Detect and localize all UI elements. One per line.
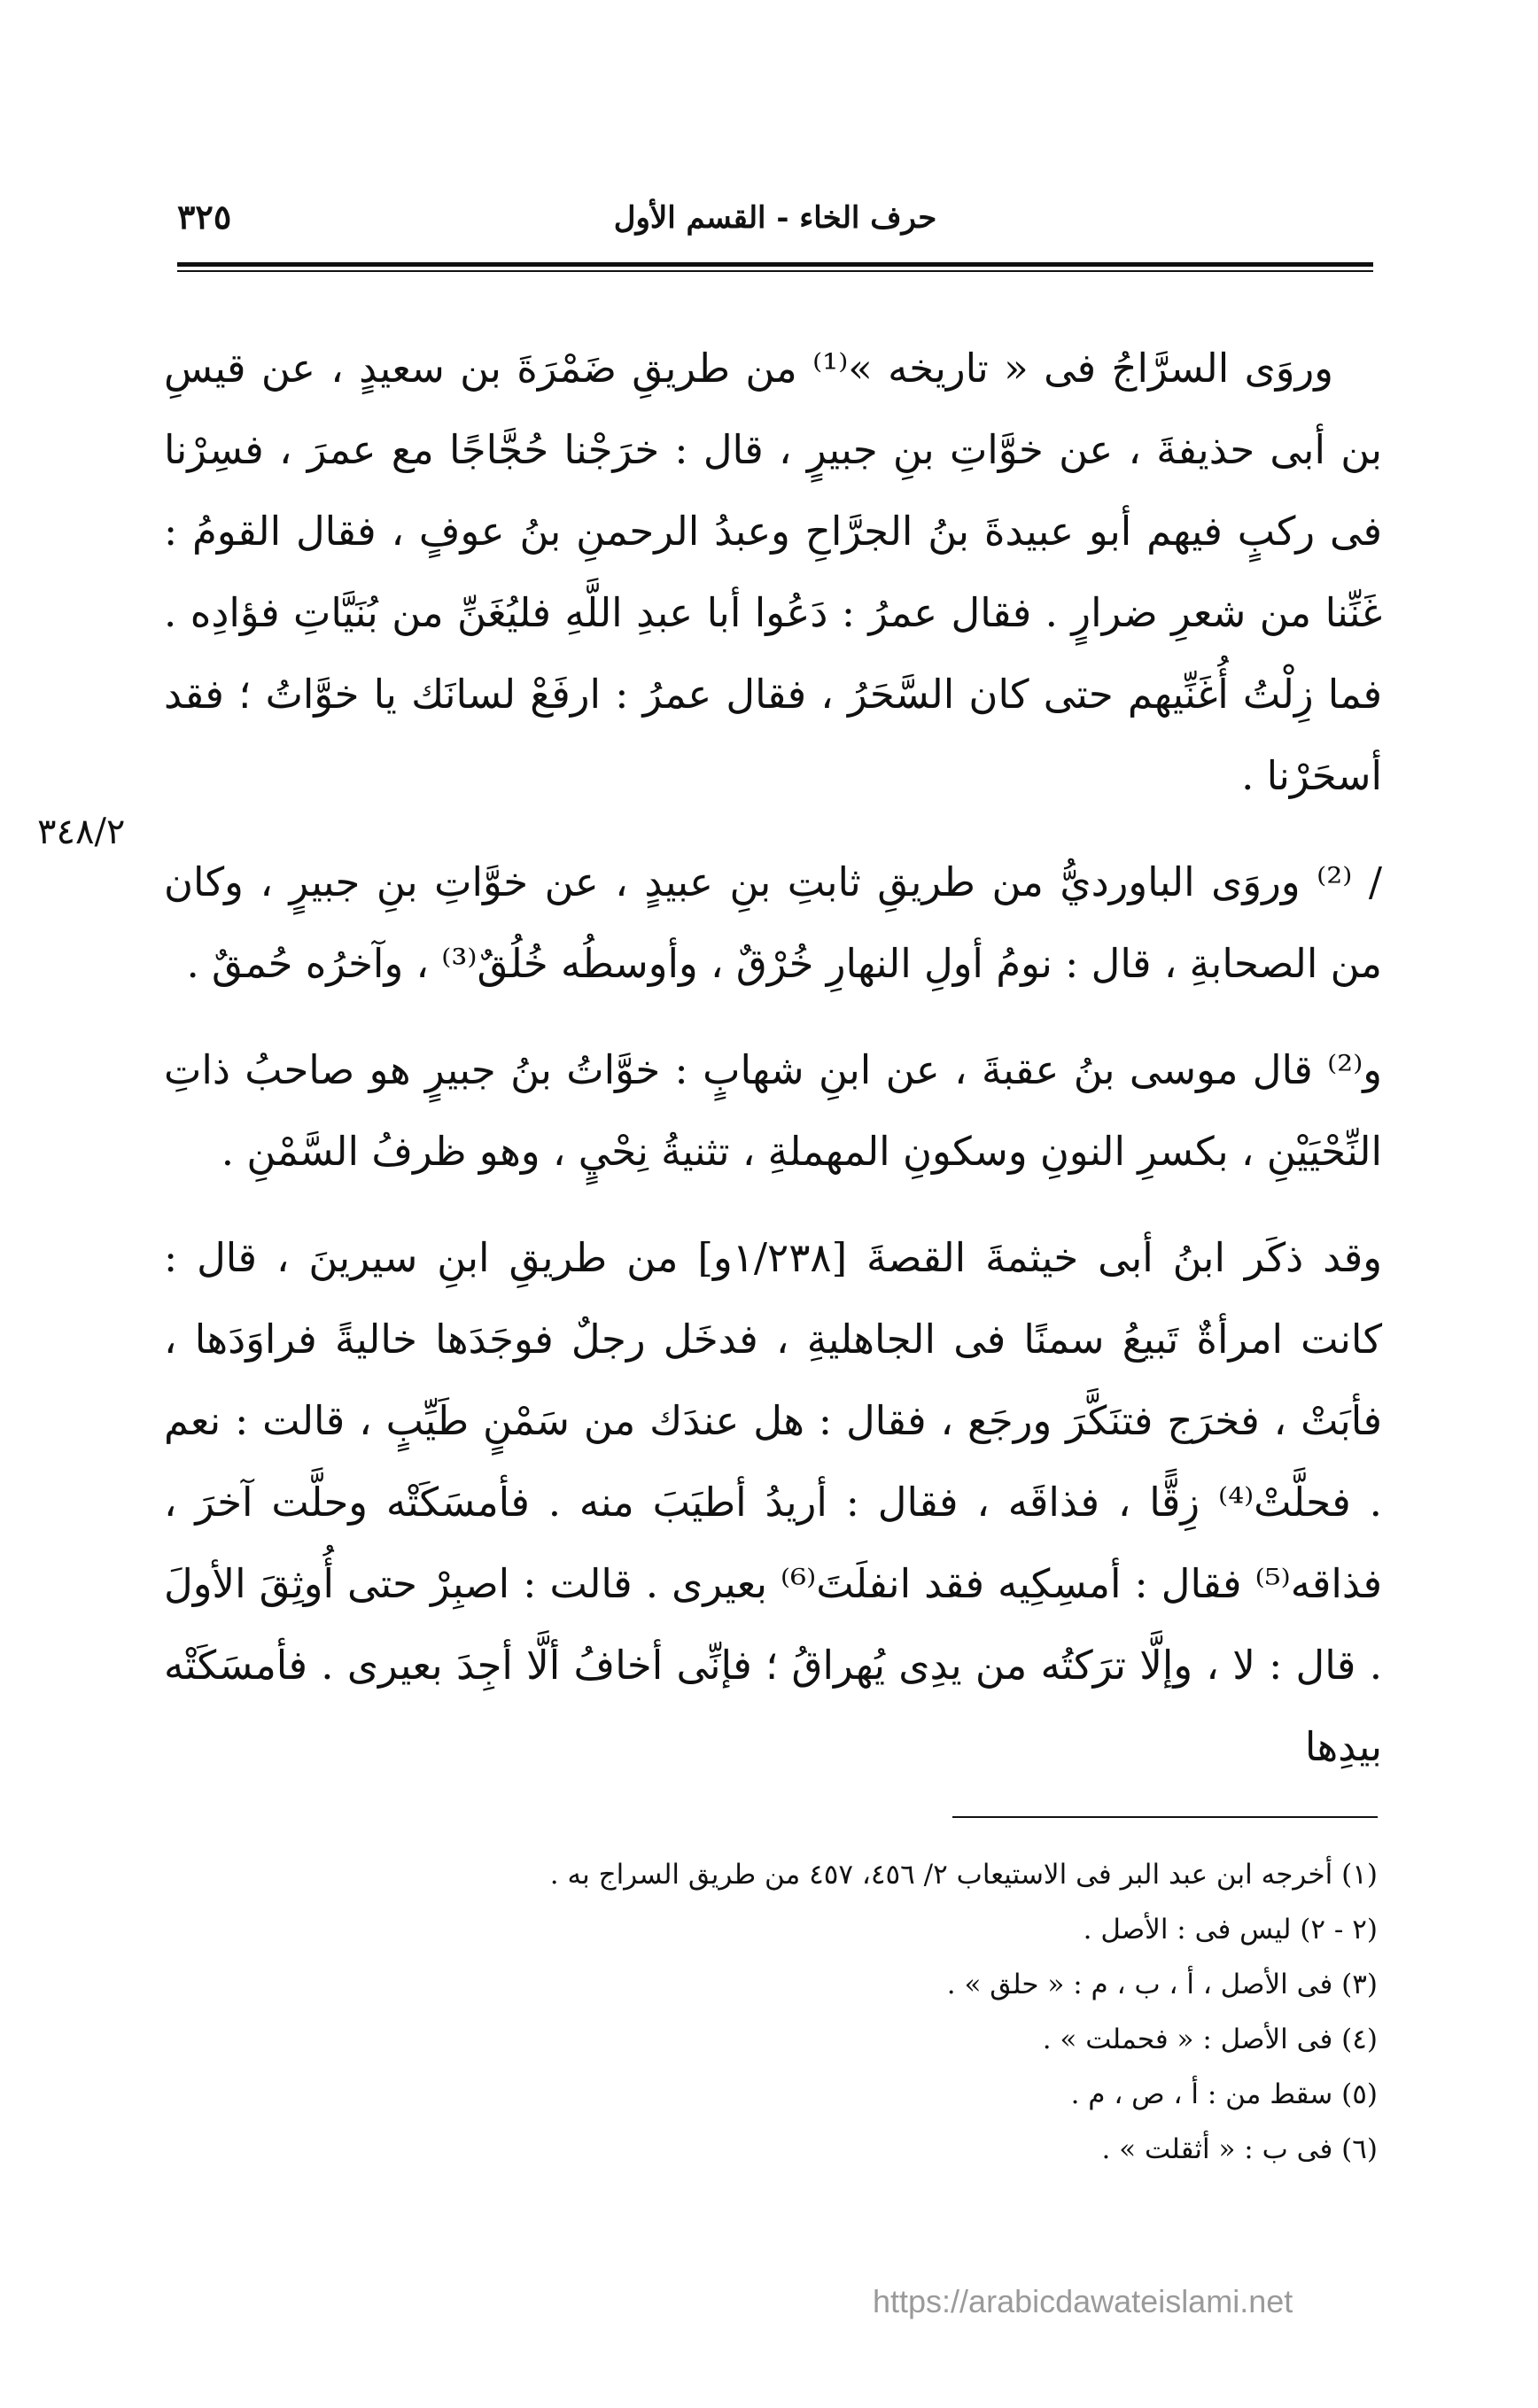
- header-rule-thick: [177, 262, 1373, 267]
- site-watermark: https://arabicdawateislami.net: [873, 2283, 1293, 2319]
- chapter-title: حرف الخاء - القسم الأول: [613, 200, 937, 236]
- paragraph-3: و⁽²⁾ قال موسى بنُ عقبةَ ، عن ابنِ شهابٍ : خوَّاتُ بنُ جبيرٍ هو صاحبُ ذاتِ النِّحْيَيْنِ ، بكسرِ النونِ وسكونِ المهملةِ ، تثنيةُ نِحْيٍ ، وهو ظرفُ السَّمْنِ .: [164, 1046, 1382, 1175]
- paragraph-2: / ⁽²⁾ وروَى الباورديُّ من طريقِ ثابتِ بنِ عبيدٍ ، عن خوَّاتِ بنِ جبيرٍ ، وكان من الصحابةِ ، قال : نومُ أولِ النهارِ خُرْقٌ ، وأوسطُه خُلُقٌ⁽³⁾ ، وآخرُه حُمقٌ .: [164, 858, 1382, 987]
- running-header: [177, 184, 1373, 264]
- footnotes: [408, 1847, 1378, 2177]
- paragraph-1: وروَى السرَّاجُ فى « تاريخه »⁽¹⁾ من طريقِ ضَمْرَةَ بن سعيدٍ ، عن قيسِ بن أبى حذيفةَ ، عن خوَّاتِ بنِ جبيرٍ ، قال : خرَجْنا حُجَّاجًا مع عمرَ ، فسِرْنا فى ركبٍ فيهم أبو عبيدةَ بنُ الجرَّاحِ وعبدُ الرحمنِ بنُ عوفٍ ، فقال القومُ : غَنِّنا من شعرِ ضرارٍ . فقال عمرُ : دَعُوا أبا عبدِ اللَّهِ فليُغَنِّ من بُنَيَّاتِ فؤادِه . فما زِلْتُ أُغَنِّيهم حتى كان السَّحَرُ ، فقال عمرُ : ارفَعْ لسانَك يا خوَّاتُ ؛ فقد أسحَرْنا .: [164, 345, 1382, 799]
- page-number: ٣٢٥: [177, 197, 232, 237]
- footnote-separator: [952, 1816, 1378, 1818]
- footnote-4: (٤) فى الأصل : « فحملت » .: [1042, 2023, 1378, 2055]
- footnote-5: (٥) سقط من : أ ، ص ، م .: [1070, 2078, 1378, 2110]
- footnote-3: (٣) فى الأصل ، أ ، ب ، م : « حلق » .: [946, 1969, 1378, 2000]
- footnote-2: (٢ - ٢) ليس فى : الأصل .: [1083, 1914, 1378, 1946]
- margin-volume-reference: ٣٤٨/٢: [37, 812, 126, 852]
- paragraph-4: وقد ذكَر ابنُ أبى خيثمةَ القصةَ [١/٢٣٨و] من طريقِ ابنِ سيرينَ ، قال : كانت امرأةٌ تَبيعُ سمنًا فى الجاهليةِ ، فدخَل رجلٌ فوجَدَها خاليةً فراوَدَها ، فأبَتْ ، فخرَج فتنَكَّرَ ورجَع ، فقال : هل عندَك من سَمْنٍ طَيِّبٍ ، قالت : نعم . فحلَّتْ⁽⁴⁾ زِقًّا ، فذاقَه ، فقال : أريدُ أطيَبَ منه . فأمسَكَتْه وحلَّت آخرَ ، فذاقه⁽⁵⁾ فقال : أمسِكِيه فقد انفلَتَ⁽⁶⁾ بعيرى . قالت : اصبِرْ حتى أُوثِقَ الأولَ . قال : لا ، وإلَّا ترَكتُه من يدِى يُهراقُ ؛ فإنِّى أخافُ ألَّا أجِدَ بعيرى . فأمسَكَتْه بيدِها: [164, 1234, 1382, 1770]
- footnote-6: (٦) فى ب : « أثقلت » .: [1101, 2133, 1378, 2165]
- header-rule-thin: [177, 270, 1373, 272]
- footnote-1: (١) أخرجه ابن عبد البر فى الاستيعاب ٢/ ٤٥٦، ٤٥٧ من طريق السراج به .: [549, 1859, 1378, 1891]
- main-text: [164, 328, 1382, 1788]
